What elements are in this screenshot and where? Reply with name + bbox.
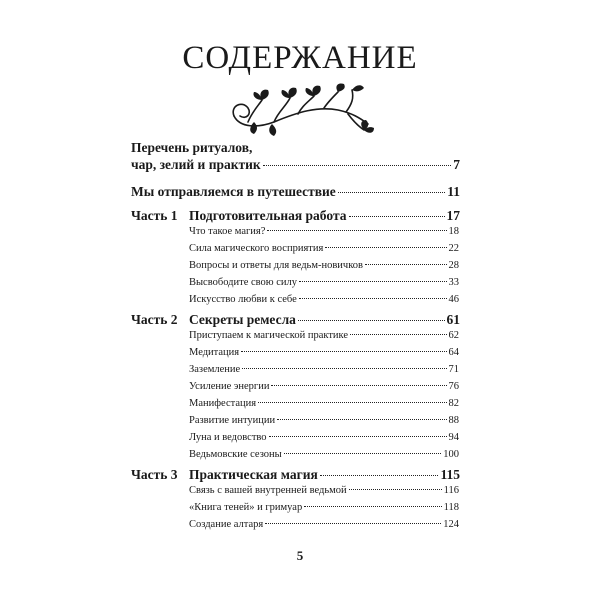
toc-item-label: Высвободите свою силу xyxy=(189,277,298,288)
toc-item-page: 76 xyxy=(448,381,459,392)
dot-leader xyxy=(299,298,447,299)
toc-item[interactable] xyxy=(189,415,459,426)
page-number: 5 xyxy=(296,548,304,563)
dot-leader xyxy=(320,475,439,476)
toc-item-label: Вопросы и ответы для ведьм-новичков xyxy=(189,260,363,271)
dot-leader xyxy=(258,402,446,403)
toc-item-label: Создание алтаря xyxy=(189,519,264,530)
dot-leader xyxy=(349,216,445,217)
dot-leader xyxy=(271,385,446,386)
toc-item-label: Медитация xyxy=(189,347,240,358)
toc-entry-label: Практическая магия xyxy=(189,467,318,482)
toc-item[interactable] xyxy=(189,347,459,358)
toc-intro-2[interactable] xyxy=(131,184,460,200)
toc-intro-1-line1: Перечень ритуалов, xyxy=(131,140,253,155)
toc-item-page: 88 xyxy=(448,415,459,426)
toc-item-label: Искусство любви к себе xyxy=(189,294,297,305)
toc-entry-label: чар, зелий и практик xyxy=(131,157,261,172)
toc-entry-page: 11 xyxy=(447,184,460,199)
toc-item[interactable] xyxy=(189,330,459,341)
toc-entry-label: Подготовительная работа xyxy=(189,208,347,223)
toc-entry-page: 17 xyxy=(446,208,460,223)
toc-item-page: 22 xyxy=(448,243,459,254)
dot-leader xyxy=(267,230,446,231)
dot-leader xyxy=(365,264,447,265)
toc-item-page: 116 xyxy=(443,485,459,496)
toc-item[interactable] xyxy=(189,260,459,271)
toc-entry-page: 115 xyxy=(440,467,460,482)
part-2-label: Часть 2 xyxy=(131,312,178,327)
toc-item-page: 18 xyxy=(448,226,459,237)
dot-leader xyxy=(284,453,442,454)
toc-item[interactable] xyxy=(189,277,459,288)
toc-item-label: Луна и ведовство xyxy=(189,432,267,443)
toc-entry-label: Секреты ремесла xyxy=(189,312,296,327)
part-1-heading[interactable] xyxy=(189,208,460,224)
toc-item-label: Сила магического восприятия xyxy=(189,243,324,254)
toc-entry-page: 7 xyxy=(453,157,460,172)
toc-item[interactable] xyxy=(189,226,459,237)
dot-leader xyxy=(298,320,445,321)
toc-item-label: «Книга теней» и гримуар xyxy=(189,502,303,513)
toc-item[interactable] xyxy=(189,381,459,392)
toc-item-label: Что такое магия? xyxy=(189,226,266,237)
dot-leader xyxy=(277,419,446,420)
toc-item[interactable] xyxy=(189,485,459,496)
toc-item[interactable] xyxy=(189,364,459,375)
dot-leader xyxy=(242,368,446,369)
toc-item-page: 124 xyxy=(443,519,459,530)
toc-item-page: 64 xyxy=(448,347,459,358)
dot-leader xyxy=(349,489,442,490)
page-title: СОДЕРЖАНИЕ xyxy=(182,40,418,76)
toc-item-label: Манифестация xyxy=(189,398,257,409)
toc-item-page: 82 xyxy=(448,398,459,409)
toc-item-page: 28 xyxy=(448,260,459,271)
toc-item-page: 71 xyxy=(448,364,459,375)
part-3-heading[interactable] xyxy=(189,467,460,483)
toc-item-label: Развитие интуиции xyxy=(189,415,276,426)
dot-leader xyxy=(265,523,441,524)
toc-item-label: Связь с вашей внутренней ведьмой xyxy=(189,485,347,496)
toc-item-page: 94 xyxy=(448,432,459,443)
toc-item[interactable] xyxy=(189,432,459,443)
toc-item-page: 62 xyxy=(448,330,459,341)
toc-entry-label: Мы отправляемся в путешествие xyxy=(131,184,336,199)
dot-leader xyxy=(299,281,446,282)
toc-item[interactable] xyxy=(189,502,459,513)
dot-leader xyxy=(263,165,452,166)
toc-item-label: Заземление xyxy=(189,364,241,375)
dot-leader xyxy=(338,192,445,193)
toc-item[interactable] xyxy=(189,243,459,254)
toc-item[interactable] xyxy=(189,398,459,409)
toc-item[interactable] xyxy=(189,449,459,460)
dot-leader xyxy=(325,247,446,248)
part-3-label: Часть 3 xyxy=(131,467,178,482)
toc-item-page: 33 xyxy=(448,277,459,288)
toc-item-page: 118 xyxy=(443,502,459,513)
toc-item-page: 46 xyxy=(448,294,459,305)
toc-item-label: Ведьмовские сезоны xyxy=(189,449,282,460)
dot-leader xyxy=(241,351,446,352)
dot-leader xyxy=(269,436,447,437)
floral-ornament-icon xyxy=(228,82,378,138)
toc-item-label: Усиление энергии xyxy=(189,381,270,392)
part-1-label: Часть 1 xyxy=(131,208,178,223)
toc-item[interactable] xyxy=(189,294,459,305)
dot-leader xyxy=(304,506,441,507)
toc-entry-page: 61 xyxy=(446,312,460,327)
toc-item-label: Приступаем к магической практике xyxy=(189,330,349,341)
toc-item[interactable] xyxy=(189,519,459,530)
dot-leader xyxy=(350,334,446,335)
part-2-heading[interactable] xyxy=(189,312,460,328)
toc-intro-1[interactable] xyxy=(131,157,460,173)
toc-item-page: 100 xyxy=(443,449,459,460)
